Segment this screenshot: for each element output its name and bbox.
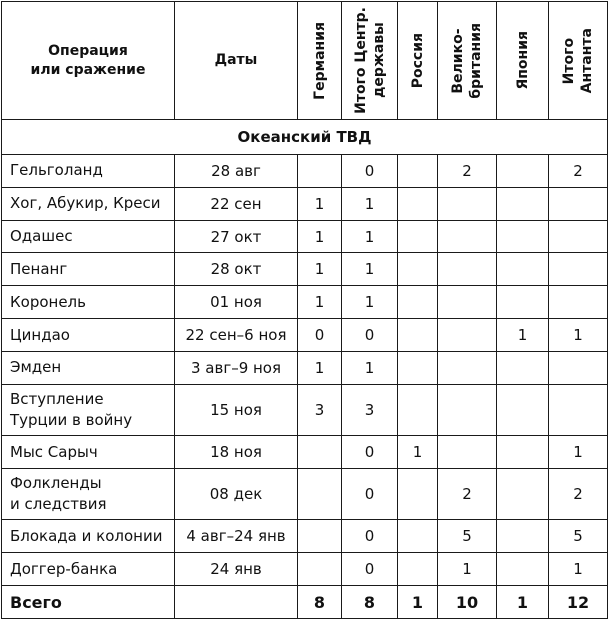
value-cell: 1 — [342, 351, 398, 384]
value-cell — [398, 253, 438, 286]
operation-cell: Доггер-банка — [2, 553, 175, 586]
value-cell — [438, 319, 497, 352]
value-cell — [398, 520, 438, 553]
value-cell — [497, 351, 549, 384]
value-cell — [497, 436, 549, 469]
date-cell: 15 ноя — [175, 384, 298, 435]
total-value-cell: 10 — [438, 586, 497, 619]
operation-cell: Хог, Абукир, Креси — [2, 187, 175, 220]
value-cell — [398, 384, 438, 435]
value-cell — [497, 253, 549, 286]
value-cell — [497, 553, 549, 586]
value-cell — [497, 384, 549, 435]
value-cell — [438, 436, 497, 469]
total-row — [2, 586, 608, 619]
value-cell — [497, 468, 549, 519]
date-cell: 18 ноя — [175, 436, 298, 469]
date-cell: 28 авг — [175, 154, 298, 187]
total-date-cell — [175, 586, 298, 619]
value-cell — [398, 154, 438, 187]
value-cell — [398, 286, 438, 319]
value-cell — [549, 351, 608, 384]
value-cell: 1 — [549, 319, 608, 352]
table-row — [2, 436, 608, 469]
operation-cell: Вступление Турции в войну — [2, 384, 175, 435]
losses-table — [1, 1, 608, 619]
value-cell — [298, 468, 342, 519]
value-cell — [549, 384, 608, 435]
operation-cell: Эмден — [2, 351, 175, 384]
date-cell: 3 авг–9 ноя — [175, 351, 298, 384]
header-entente-total: Итого Антанта — [549, 2, 608, 120]
date-cell: 24 янв — [175, 553, 298, 586]
value-cell: 3 — [298, 384, 342, 435]
operation-cell: Одашес — [2, 220, 175, 253]
value-cell — [298, 154, 342, 187]
value-cell: 1 — [298, 187, 342, 220]
date-cell: 22 сен — [175, 187, 298, 220]
value-cell: 1 — [298, 286, 342, 319]
value-cell: 1 — [342, 220, 398, 253]
table-row — [2, 520, 608, 553]
value-cell — [398, 187, 438, 220]
value-cell: 2 — [549, 468, 608, 519]
value-cell — [438, 253, 497, 286]
operation-cell: Мыс Сарыч — [2, 436, 175, 469]
value-cell: 1 — [298, 220, 342, 253]
value-cell — [398, 319, 438, 352]
section-row — [2, 120, 608, 155]
value-cell: 1 — [438, 553, 497, 586]
header-japan: Япония — [497, 2, 549, 120]
operation-cell: Блокада и колонии — [2, 520, 175, 553]
total-value-cell: 8 — [342, 586, 398, 619]
date-cell: 22 сен–6 ноя — [175, 319, 298, 352]
header-dates: Даты — [175, 2, 298, 120]
total-value-cell: 12 — [549, 586, 608, 619]
value-cell: 1 — [342, 253, 398, 286]
value-cell — [549, 286, 608, 319]
total-value-cell: 1 — [398, 586, 438, 619]
table-row — [2, 351, 608, 384]
header-row — [2, 2, 608, 120]
value-cell — [298, 553, 342, 586]
value-cell — [497, 220, 549, 253]
value-cell — [298, 436, 342, 469]
value-cell: 1 — [398, 436, 438, 469]
value-cell — [438, 220, 497, 253]
table-row — [2, 286, 608, 319]
value-cell: 5 — [549, 520, 608, 553]
value-cell: 2 — [438, 154, 497, 187]
value-cell — [438, 187, 497, 220]
value-cell — [438, 351, 497, 384]
date-cell: 27 окт — [175, 220, 298, 253]
value-cell — [398, 351, 438, 384]
value-cell: 2 — [549, 154, 608, 187]
value-cell: 1 — [298, 351, 342, 384]
table-row — [2, 154, 608, 187]
date-cell: 28 окт — [175, 253, 298, 286]
operation-cell: Фолкленды и следствия — [2, 468, 175, 519]
table-row — [2, 319, 608, 352]
table-row — [2, 553, 608, 586]
value-cell — [398, 553, 438, 586]
value-cell — [497, 154, 549, 187]
operation-cell: Гельголанд — [2, 154, 175, 187]
date-cell: 08 дек — [175, 468, 298, 519]
value-cell: 1 — [549, 553, 608, 586]
value-cell — [497, 187, 549, 220]
value-cell: 2 — [438, 468, 497, 519]
operation-cell: Коронель — [2, 286, 175, 319]
header-operation: Операция или сражение — [2, 2, 175, 120]
total-value-cell: 8 — [298, 586, 342, 619]
value-cell: 1 — [342, 187, 398, 220]
value-cell — [398, 220, 438, 253]
header-britain: Велико- британия — [438, 2, 497, 120]
table-row — [2, 187, 608, 220]
date-cell: 4 авг–24 янв — [175, 520, 298, 553]
operation-cell: Пенанг — [2, 253, 175, 286]
table-row — [2, 468, 608, 519]
value-cell: 0 — [342, 319, 398, 352]
table-row — [2, 253, 608, 286]
value-cell — [298, 520, 342, 553]
value-cell: 1 — [298, 253, 342, 286]
value-cell: 5 — [438, 520, 497, 553]
value-cell — [549, 187, 608, 220]
operation-cell: Циндао — [2, 319, 175, 352]
value-cell: 0 — [342, 154, 398, 187]
value-cell: 0 — [342, 520, 398, 553]
value-cell: 1 — [549, 436, 608, 469]
value-cell — [398, 468, 438, 519]
value-cell: 0 — [342, 436, 398, 469]
header-central-total: Итого Центр. державы — [342, 2, 398, 120]
value-cell — [497, 286, 549, 319]
date-cell: 01 ноя — [175, 286, 298, 319]
header-germany: Германия — [298, 2, 342, 120]
value-cell: 0 — [342, 553, 398, 586]
value-cell: 3 — [342, 384, 398, 435]
table-row — [2, 384, 608, 435]
value-cell — [438, 384, 497, 435]
value-cell — [438, 286, 497, 319]
value-cell: 0 — [298, 319, 342, 352]
value-cell — [549, 220, 608, 253]
table-row — [2, 220, 608, 253]
value-cell — [549, 253, 608, 286]
section-title: Океанский ТВД — [2, 120, 608, 155]
value-cell: 1 — [497, 319, 549, 352]
header-russia: Россия — [398, 2, 438, 120]
value-cell: 1 — [342, 286, 398, 319]
total-value-cell: 1 — [497, 586, 549, 619]
value-cell — [497, 520, 549, 553]
value-cell: 0 — [342, 468, 398, 519]
total-label: Всего — [2, 586, 175, 619]
